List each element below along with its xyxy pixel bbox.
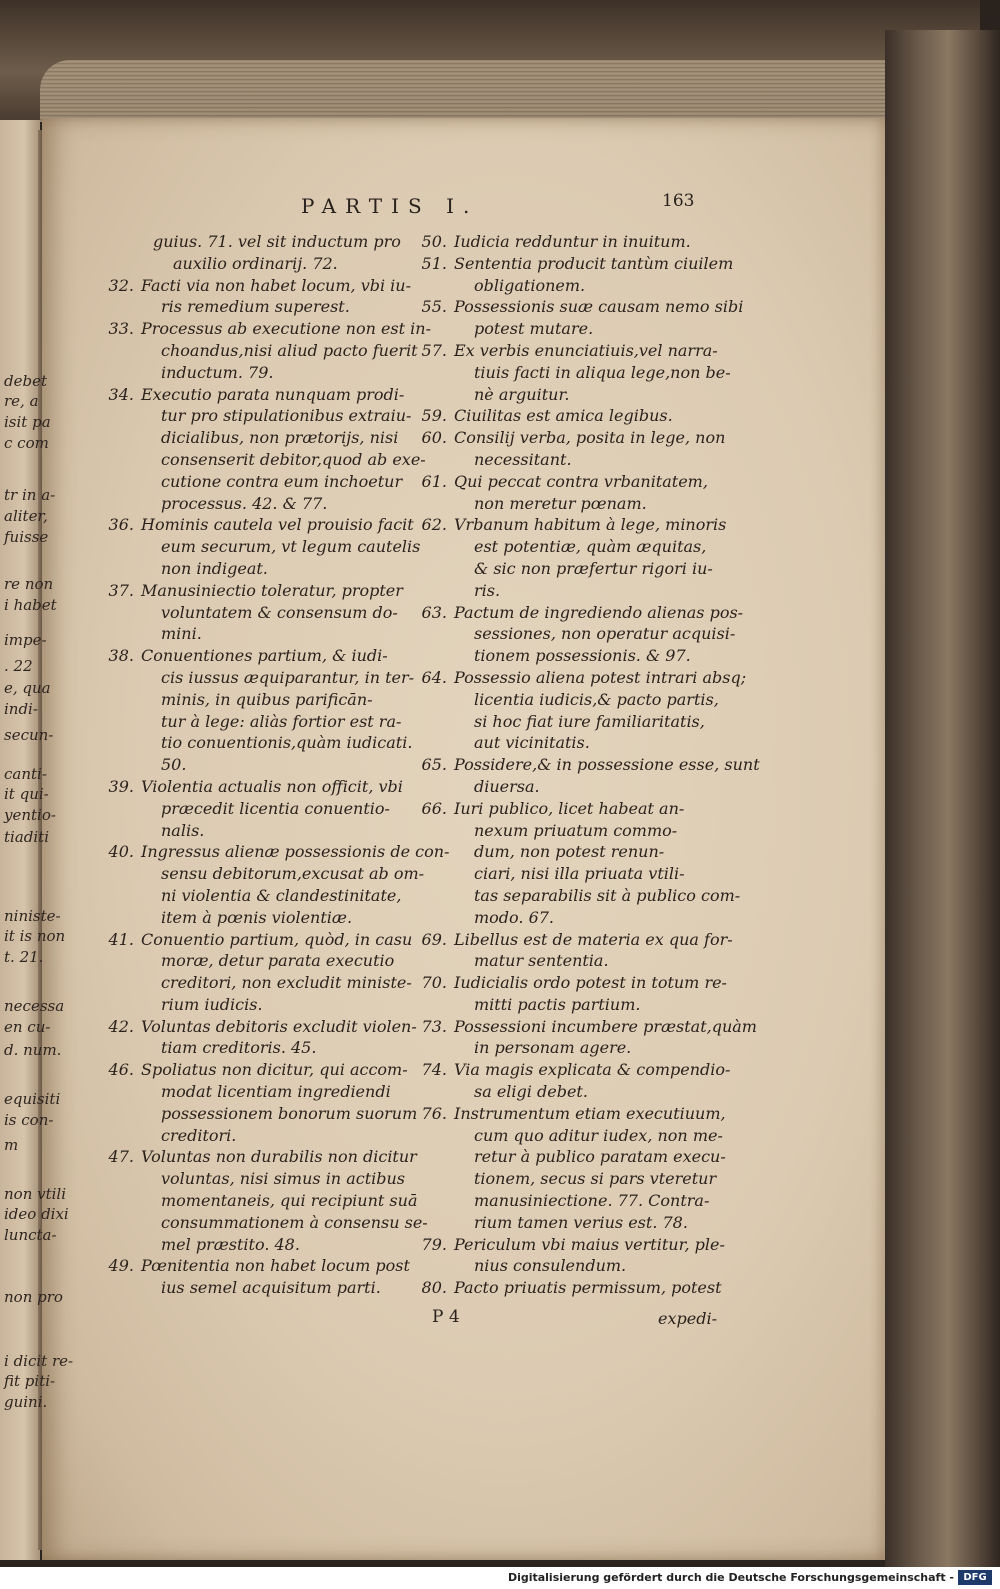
index-entry — [409, 514, 741, 601]
entry-line: nalis. — [161, 820, 205, 840]
index-entry — [96, 514, 421, 579]
index-entry — [409, 1059, 741, 1103]
entry-line: modo. 67. — [474, 907, 555, 927]
entry-line: sa eligi debet. — [474, 1082, 588, 1102]
entry-line: consummationem à consensu se- — [161, 1212, 428, 1232]
entry-line: ris. — [474, 580, 501, 600]
entry-number: 69. — [421, 929, 447, 949]
index-entry — [96, 231, 406, 275]
entry-line: creditori. — [161, 1125, 237, 1145]
index-entry — [409, 1234, 741, 1278]
entry-number: 40. — [108, 842, 134, 862]
facing-page-fragment-text: debet — [4, 372, 47, 390]
entry-line: Pœnitentia non habet locum post — [141, 1256, 410, 1276]
index-entry — [96, 1146, 428, 1255]
entry-line: item à pœnis violentiæ. — [161, 907, 353, 927]
entry-number: 64. — [421, 667, 447, 687]
entry-line: possessionem bonorum suorum — [161, 1103, 418, 1123]
index-entry — [409, 1277, 741, 1299]
facing-page-fragment-text: fuisse — [4, 528, 49, 546]
entry-line: diuersa. — [474, 776, 540, 796]
entry-line: Iuri publico, licet habeat an- — [454, 798, 685, 818]
entry-line: non indigeat. — [161, 558, 268, 578]
facing-page-fragment-text: m — [4, 1136, 19, 1154]
entry-line: Possessio aliena potest intrari absq; — [454, 667, 747, 687]
entry-line: Spoliatus non dicitur, qui accom- — [141, 1060, 408, 1080]
entry-line: tur pro stipulationibus extraiu- — [161, 406, 412, 426]
entry-number: 46. — [108, 1060, 134, 1080]
entry-number: 70. — [421, 973, 447, 993]
index-entry — [96, 1255, 410, 1299]
entry-line: auxilio ordinarij. 72. — [173, 253, 338, 273]
index-entry — [409, 602, 744, 667]
entry-line: voluntatem & consensum do- — [161, 602, 398, 622]
index-entry — [409, 340, 741, 405]
entry-line: & sic non præfertur rigori iu- — [474, 558, 713, 578]
index-entry — [409, 231, 741, 253]
entry-number: 33. — [108, 319, 134, 339]
entry-number: 80. — [421, 1278, 447, 1298]
entry-line: minis, in quibus parificān- — [161, 689, 373, 709]
facing-page-fragment-text: necessa — [4, 997, 65, 1015]
entry-line: est potentiæ, quàm æquitas, — [474, 537, 707, 557]
entry-line: Vrbanum habitum à lege, minoris — [454, 515, 727, 535]
entry-line: potest mutare. — [474, 319, 594, 339]
entry-number: 63. — [421, 602, 447, 622]
entry-line: Periculum vbi maius vertitur, ple- — [454, 1234, 725, 1254]
facing-page-fragment-text: luncta- — [4, 1226, 57, 1244]
entry-line: tiuis facti in aliqua lege,non be- — [474, 362, 731, 382]
entry-line: dum, non potest renun- — [474, 842, 665, 862]
index-entry — [96, 275, 411, 319]
index-entry — [96, 384, 426, 515]
page-number: 163 — [662, 191, 695, 211]
entry-line: aut vicinitatis. — [474, 733, 590, 753]
entry-number: 60. — [421, 428, 447, 448]
facing-page-fragment-text: niniste- — [4, 907, 61, 925]
entry-line: processus. 42. & 77. — [161, 493, 328, 513]
index-entry — [409, 405, 741, 427]
facing-page-fragment-text: impe- — [4, 631, 47, 649]
index-entry — [409, 427, 741, 471]
signature-mark: P 4 — [432, 1307, 460, 1327]
facing-page-fragment-text: aliter, — [4, 507, 48, 525]
entry-line: rium tamen verius est. 78. — [474, 1212, 688, 1232]
entry-line: rium iudicis. — [161, 994, 263, 1014]
entry-line: non meretur pœnam. — [474, 493, 647, 513]
facing-page-fragment-text: tr in a- — [4, 486, 56, 504]
facing-page-fragment-text: guini. — [4, 1393, 48, 1411]
entry-line: Ex verbis enunciatiuis,vel narra- — [454, 340, 718, 360]
entry-number: 42. — [108, 1016, 134, 1036]
entry-line: ciari, nisi illa priuata vtili- — [474, 864, 685, 884]
entry-line: modat licentiam ingrediendi — [161, 1082, 391, 1102]
entry-number: 51. — [421, 253, 447, 273]
index-entry — [409, 1103, 741, 1234]
entry-number: 39. — [108, 776, 134, 796]
facing-page-fragment-text: it is non — [4, 927, 66, 945]
entry-number: 38. — [108, 646, 134, 666]
entry-line: retur à publico paratam execu- — [474, 1147, 726, 1167]
entry-number: 76. — [421, 1103, 447, 1123]
footer-bar — [0, 1567, 1000, 1589]
entry-line: Pacto priuatis permissum, potest — [454, 1278, 722, 1298]
entry-line: licentia iudicis,& pacto partis, — [474, 689, 719, 709]
facing-page-fragment-text: . 22 — [4, 657, 33, 675]
entry-line: momentaneis, qui recipiunt suā — [161, 1191, 418, 1211]
entry-line: tiam creditoris. 45. — [161, 1038, 317, 1058]
facing-page-fragment-text: t. 21. — [4, 948, 44, 966]
entry-line: Possidere,& in possessione esse, sunt — [454, 755, 760, 775]
facing-page-fragment-text: c com — [4, 434, 49, 452]
entry-line: tio conuentionis,quàm iudicati. — [161, 733, 413, 753]
entry-line: cis iussus æquiparantur, in ter- — [161, 667, 415, 687]
entry-line: Libellus est de materia ex qua for- — [454, 929, 733, 949]
entry-line: Ciuilitas est amica legibus. — [454, 406, 673, 426]
facing-page-fragment-text: indi- — [4, 700, 38, 718]
entry-line: Iudicia redduntur in inuitum. — [454, 232, 691, 251]
entry-line: matur sententia. — [474, 951, 609, 971]
facing-page-fragment-text: i habet — [4, 596, 57, 614]
entry-line: Voluntas debitoris excludit violen- — [141, 1016, 417, 1036]
entry-line: manusiniectione. 77. Contra- — [474, 1191, 710, 1211]
facing-page-fragment-text: isit pa — [4, 413, 51, 431]
page-stack — [40, 60, 940, 122]
facing-page-fragment-text: re, a — [4, 392, 39, 410]
facing-page-fragment-text: canti- — [4, 765, 47, 783]
facing-page-fragment-text: ideo dixi — [4, 1205, 69, 1223]
entry-line: cutione contra eum inchoetur — [161, 471, 403, 491]
entry-line: Instrumentum etiam executiuum, — [454, 1103, 726, 1123]
entry-number: 57. — [421, 340, 447, 360]
entry-line: 50. — [161, 755, 187, 775]
entry-line: nè arguitur. — [474, 384, 570, 404]
index-entry — [409, 471, 741, 515]
entry-line: choandus,nisi aliud pacto fuerit — [161, 340, 418, 360]
entry-line: Qui peccat contra vrbanitatem, — [454, 471, 708, 491]
entry-line: tas separabilis sit à publico com- — [474, 885, 741, 905]
entry-line: Facti via non habet locum, vbi iu- — [141, 275, 411, 295]
entry-number: 79. — [421, 1234, 447, 1254]
index-entry — [96, 929, 413, 1016]
entry-line: Consilij verba, posita in lege, non — [454, 428, 726, 448]
entry-line: Manusiniectio toleratur, propter — [141, 580, 403, 600]
entry-line: tionem possessionis. & 97. — [474, 646, 691, 666]
entry-line: Pactum de ingrediendo alienas pos- — [454, 602, 744, 622]
entry-line: Conuentiones partium, & iudi- — [141, 646, 388, 666]
entry-number: 73. — [421, 1016, 447, 1036]
facing-page-fragment-text: yentio- — [4, 806, 56, 824]
facing-page-fragment-text: en cu- — [4, 1018, 51, 1036]
entry-line: nexum priuatum commo- — [474, 820, 678, 840]
entry-line: Voluntas non durabilis non dicitur — [141, 1147, 417, 1167]
entry-number: 55. — [421, 297, 447, 317]
entry-line: mitti pactis partium. — [474, 994, 641, 1014]
right-column — [409, 231, 760, 1299]
entry-line: Sententia producit tantùm ciuilem — [454, 253, 734, 273]
entry-number: 59. — [421, 406, 447, 426]
dfg-logo: DFG — [958, 1570, 992, 1585]
entry-line: nius consulendum. — [474, 1256, 627, 1276]
entry-number: 47. — [108, 1147, 134, 1167]
entry-number: 37. — [108, 580, 134, 600]
entry-line: sensu debitorum,excusat ab om- — [161, 864, 425, 884]
facing-page-fragment-text: non pro — [4, 1288, 63, 1306]
index-entry — [96, 1059, 418, 1146]
entry-line: si hoc fiat iure familiaritatis, — [474, 711, 705, 731]
entry-line: dicialibus, non prætorijs, nisi — [161, 428, 399, 448]
entry-line: inductum. 79. — [161, 362, 274, 382]
facing-page-fragment-text: e, qua — [4, 679, 51, 697]
entry-line: cum quo aditur iudex, non me- — [474, 1125, 723, 1145]
entry-line: sessiones, non operatur acquisi- — [474, 624, 736, 644]
index-entry — [96, 580, 406, 645]
index-entry — [96, 776, 406, 841]
entry-line: in personam agere. — [474, 1038, 632, 1058]
entry-line: eum securum, vt legum cautelis — [161, 537, 421, 557]
entry-line: moræ, detur parata executio — [161, 951, 395, 971]
entry-number: 41. — [108, 929, 134, 949]
catchword: expedi- — [658, 1309, 717, 1328]
running-head: PARTIS I. — [301, 194, 479, 218]
entry-line: Processus ab executione non est in- — [141, 319, 431, 339]
entry-line: creditori, non excludit ministe- — [161, 973, 412, 993]
entry-line: Iudicialis ordo potest in totum re- — [454, 973, 727, 993]
entry-number: 50. — [421, 232, 447, 251]
index-entry — [409, 754, 760, 798]
index-entry — [96, 645, 415, 776]
entry-line: ris remedium superest. — [161, 297, 350, 317]
facing-page-fragment-text: d. num. — [4, 1041, 62, 1059]
entry-line: voluntas, nisi simus in actibus — [161, 1169, 405, 1189]
book-cover-edge — [885, 30, 1000, 1567]
index-entry — [409, 798, 741, 929]
entry-line: tionem, secus si pars vteretur — [474, 1169, 717, 1189]
index-entry — [409, 296, 744, 340]
entry-number: 32. — [108, 275, 134, 295]
index-entry — [409, 929, 741, 973]
entry-number: 74. — [421, 1060, 447, 1080]
facing-page-fragment-text: fit piti- — [4, 1372, 56, 1390]
footer-credit: Digitalisierung gefördert durch die Deutsche Forschungsgemeinschaft - — [507, 1571, 954, 1584]
entry-line: Possessioni incumbere præstat,quàm — [454, 1016, 757, 1036]
entry-number: 62. — [421, 515, 447, 535]
entry-line: Conuentio partium, quòd, in casu — [141, 929, 413, 949]
facing-page-fragment-text: tiaditi — [4, 828, 49, 846]
facing-page-fragment-text: it qui- — [4, 785, 49, 803]
entry-number: 66. — [421, 798, 447, 818]
entry-line: ni violentia & clandestinitate, — [161, 885, 402, 905]
entry-line: Hominis cautela vel prouisio facit — [141, 515, 414, 535]
index-entry — [409, 1016, 757, 1060]
entry-number: 49. — [108, 1256, 134, 1276]
entry-line: guius. 71. vel sit inductum pro — [153, 232, 401, 251]
entry-line: Possessionis suæ causam nemo sibi — [454, 297, 744, 317]
entry-line: mini. — [161, 624, 202, 644]
entry-number: 36. — [108, 515, 134, 535]
entry-line: consenserit debitor,quod ab exe- — [161, 449, 426, 469]
entry-line: tur à lege: aliàs fortior est ra- — [161, 711, 402, 731]
entry-line: mel præstito. 48. — [161, 1234, 300, 1254]
index-entry — [409, 972, 741, 1016]
index-entry — [96, 318, 431, 383]
entry-line: Via magis explicata & compendio- — [454, 1060, 731, 1080]
entry-line: Violentia actualis non officit, vbi — [141, 776, 403, 796]
entry-number: 61. — [421, 471, 447, 491]
entry-line: Executio parata nunquam prodi- — [141, 384, 405, 404]
entry-number: 65. — [421, 755, 447, 775]
entry-line: ius semel acquisitum parti. — [161, 1278, 381, 1298]
facing-page-fragment-text: is con- — [4, 1111, 54, 1129]
facing-page-fragment-text: re non — [4, 575, 54, 593]
facing-page-fragment-text: non vtili — [4, 1185, 67, 1203]
entry-line: Ingressus alienæ possessionis de con- — [141, 842, 450, 862]
entry-line: necessitant. — [474, 449, 572, 469]
index-entry — [409, 667, 747, 754]
entry-number: 34. — [108, 384, 134, 404]
entry-line: obligationem. — [474, 275, 586, 295]
index-entry — [409, 253, 741, 297]
facing-page-fragment-text: i dicit re- — [4, 1352, 74, 1370]
index-entry — [96, 841, 450, 928]
index-entry — [96, 1016, 417, 1060]
facing-page-fragment-text: equisiti — [4, 1090, 61, 1108]
entry-line: præcedit licentia conuentio- — [161, 798, 390, 818]
facing-page-fragment-text: secun- — [4, 726, 54, 744]
